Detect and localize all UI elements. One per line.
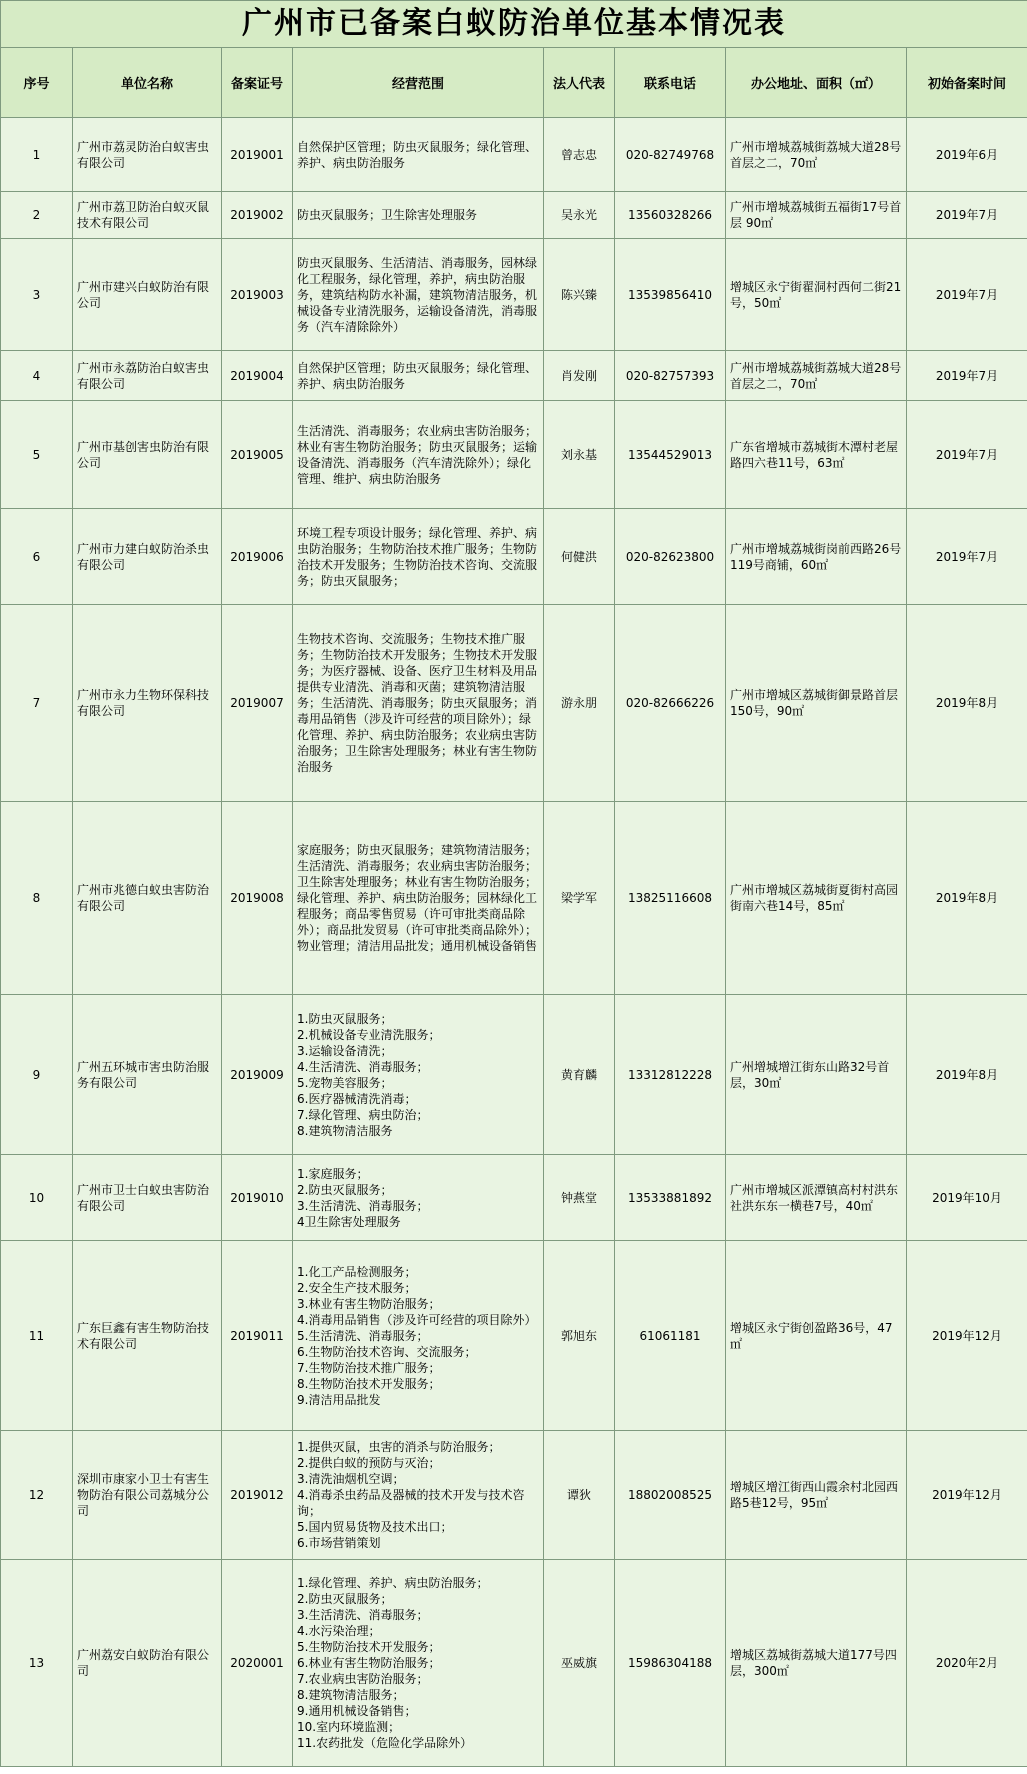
row-cert: 2019011 [222, 1241, 293, 1431]
row-name: 广州市兆德白蚁虫害防治有限公司 [73, 802, 222, 995]
row-no: 4 [1, 351, 73, 401]
row-phone: 020-82666226 [615, 605, 726, 802]
row-phone: 13533881892 [615, 1155, 726, 1241]
row-no: 7 [1, 605, 73, 802]
header-scope: 经营范围 [293, 48, 544, 118]
row-cert: 2019004 [222, 351, 293, 401]
row-scope: 生物技术咨询、交流服务；生物技术推广服务；生物防治技术开发服务；生物技术开发服务；为医疗器械、设备、医疗卫生材料及用品提供专业清洗、消毒和灭菌；建筑物清洁服务；生活清洗、消毒服务；防虫灭鼠服务；消毒用品销售（涉及许可经营的项目除外）；绿化管理、养护、病虫防治服务；农业病虫害防治服务；卫生除害处理服务；林业有害生物防治服务 [293, 605, 544, 802]
table-row [1, 1241, 1027, 1431]
row-date: 2019年7月 [907, 351, 1027, 401]
row-no: 9 [1, 995, 73, 1155]
row-date: 2020年2月 [907, 1560, 1027, 1767]
table-row [1, 192, 1027, 239]
row-no: 12 [1, 1431, 73, 1560]
row-no: 13 [1, 1560, 73, 1767]
row-rep: 刘永基 [544, 401, 615, 509]
row-cert: 2019009 [222, 995, 293, 1155]
row-date: 2019年10月 [907, 1155, 1027, 1241]
table-row [1, 802, 1027, 995]
row-scope: 防虫灭鼠服务、生活清洁、消毒服务，园林绿化工程服务，绿化管理，养护，病虫防治服务，建筑结构防水补漏，建筑物清洁服务，机械设备专业清洗服务，运输设备清洗，消毒服务（汽车清除除外） [293, 239, 544, 351]
header-name: 单位名称 [73, 48, 222, 118]
row-address: 广州市增城荔城街岗前西路26号119号商铺，60㎡ [726, 509, 907, 605]
table-row [1, 605, 1027, 802]
row-cert: 2019007 [222, 605, 293, 802]
row-date: 2019年7月 [907, 509, 1027, 605]
row-scope: 1.防虫灭鼠服务； 2.机械设备专业清洗服务； 3.运输设备清洗； 4.生活清洗、消毒服务； 5.宠物美容服务； 6.医疗器械清洗消毒； 7.绿化管理、病虫防治； 8.建筑物清洁服务 [293, 995, 544, 1155]
row-cert: 2019006 [222, 509, 293, 605]
row-scope: 自然保护区管理；防虫灭鼠服务；绿化管理、养护、病虫防治服务 [293, 118, 544, 192]
row-date: 2019年7月 [907, 401, 1027, 509]
row-rep: 游永朋 [544, 605, 615, 802]
row-scope: 1.化工产品检测服务； 2.安全生产技术服务； 3.林业有害生物防治服务； 4.消毒用品销售（涉及许可经营的项目除外） 5.生活清洗、消毒服务； 6.生物防治技术咨询、交流服务； 7.生物防治技术推广服务； 8.生物防治技术开发服务； 9.清洁用品批发 [293, 1241, 544, 1431]
row-rep: 吴永光 [544, 192, 615, 239]
row-phone: 020-82623800 [615, 509, 726, 605]
row-date: 2019年7月 [907, 239, 1027, 351]
row-address: 广州市增城区荔城街御景路首层150号，90㎡ [726, 605, 907, 802]
row-address: 广州市增城荔城街荔城大道28号首层之二，70㎡ [726, 118, 907, 192]
row-name: 广州五环城市害虫防治服务有限公司 [73, 995, 222, 1155]
row-rep: 何健洪 [544, 509, 615, 605]
row-no: 11 [1, 1241, 73, 1431]
row-phone: 13539856410 [615, 239, 726, 351]
row-cert: 2019012 [222, 1431, 293, 1560]
row-date: 2019年6月 [907, 118, 1027, 192]
table-row [1, 351, 1027, 401]
row-name: 广东巨鑫有害生物防治技术有限公司 [73, 1241, 222, 1431]
row-no: 3 [1, 239, 73, 351]
header-rep: 法人代表 [544, 48, 615, 118]
row-cert: 2020001 [222, 1560, 293, 1767]
row-date: 2019年12月 [907, 1241, 1027, 1431]
row-scope: 环境工程专项设计服务；绿化管理、养护、病虫防治服务；生物防治技术推广服务；生物防治技术开发服务；生物防治技术咨询、交流服务；防虫灭鼠服务； [293, 509, 544, 605]
row-no: 8 [1, 802, 73, 995]
row-name: 广州市力建白蚁防治杀虫有限公司 [73, 509, 222, 605]
table-row [1, 509, 1027, 605]
row-cert: 2019005 [222, 401, 293, 509]
row-phone: 13825116608 [615, 802, 726, 995]
row-name: 广州荔安白蚁防治有限公司 [73, 1560, 222, 1767]
row-address: 广州市增城区派潭镇高村村洪东社洪东东一横巷7号，40㎡ [726, 1155, 907, 1241]
row-phone: 13312812228 [615, 995, 726, 1155]
row-name: 广州市卫士白蚁虫害防治有限公司 [73, 1155, 222, 1241]
row-address: 广州增城增江街东山路32号首层，30㎡ [726, 995, 907, 1155]
row-no: 1 [1, 118, 73, 192]
row-name: 广州市永荔防治白蚁害虫有限公司 [73, 351, 222, 401]
row-date: 2019年7月 [907, 192, 1027, 239]
table-row [1, 1155, 1027, 1241]
table-row [1, 401, 1027, 509]
row-cert: 2019003 [222, 239, 293, 351]
table-row [1, 118, 1027, 192]
row-scope: 生活清洗、消毒服务；农业病虫害防治服务；林业有害生物防治服务；防虫灭鼠服务；运输设备清洗、消毒服务（汽车清洗除外）；绿化管理、维护、病虫防治服务 [293, 401, 544, 509]
header-no: 序号 [1, 48, 73, 118]
row-rep: 黄育麟 [544, 995, 615, 1155]
table-row [1, 1431, 1027, 1560]
row-address: 增城区永宁街创盈路36号，47㎡ [726, 1241, 907, 1431]
row-scope: 家庭服务；防虫灭鼠服务；建筑物清洁服务；生活清洗、消毒服务；农业病虫害防治服务；卫生除害处理服务；林业有害生物防治服务；绿化管理、养护、病虫防治服务；园林绿化工程服务；商品零售贸易（许可审批类商品除外）；商品批发贸易（许可审批类商品除外）；物业管理；清洁用品批发；通用机械设备销售 [293, 802, 544, 995]
row-cert: 2019002 [222, 192, 293, 239]
row-scope: 自然保护区管理；防虫灭鼠服务；绿化管理、养护、病虫防治服务 [293, 351, 544, 401]
row-date: 2019年8月 [907, 995, 1027, 1155]
row-date: 2019年12月 [907, 1431, 1027, 1560]
table-row [1, 239, 1027, 351]
row-rep: 谭狄 [544, 1431, 615, 1560]
row-name: 广州市荔卫防治白蚁灭鼠技术有限公司 [73, 192, 222, 239]
row-phone: 18802008525 [615, 1431, 726, 1560]
row-scope: 1.提供灭鼠，虫害的消杀与防治服务； 2.提供白蚁的预防与灭治； 3.清洗油烟机空调； 4.消毒杀虫药品及器械的技术开发与技术咨询； 5.国内贸易货物及技术出口； 6.市场营销策划 [293, 1431, 544, 1560]
row-scope: 防虫灭鼠服务；卫生除害处理服务 [293, 192, 544, 239]
header-date: 初始备案时间 [907, 48, 1027, 118]
table-row [1, 1560, 1027, 1767]
row-phone: 020-82749768 [615, 118, 726, 192]
header-cert: 备案证号 [222, 48, 293, 118]
row-rep: 梁学军 [544, 802, 615, 995]
row-phone: 020-82757393 [615, 351, 726, 401]
row-name: 深圳市康家小卫士有害生物防治有限公司荔城分公司 [73, 1431, 222, 1560]
table-row [1, 995, 1027, 1155]
row-phone: 61061181 [615, 1241, 726, 1431]
header-row [1, 48, 1027, 118]
row-rep: 陈兴臻 [544, 239, 615, 351]
header-phone: 联系电话 [615, 48, 726, 118]
row-address: 增城区荔城街荔城大道177号四层，300㎡ [726, 1560, 907, 1767]
row-rep: 肖发刚 [544, 351, 615, 401]
row-rep: 郭旭东 [544, 1241, 615, 1431]
row-cert: 2019001 [222, 118, 293, 192]
row-rep: 巫威旗 [544, 1560, 615, 1767]
row-scope: 1.绿化管理、养护、病虫防治服务； 2.防虫灭鼠服务； 3.生活清洗、消毒服务； 4.水污染治理； 5.生物防治技术开发服务； 6.林业有害生物防治服务； 7.农业病虫害防治服务； 8.建筑物清洁服务； 9.通用机械设备销售； 10.室内环境监测； 11.农药批发（危险化学品除外） [293, 1560, 544, 1767]
row-no: 5 [1, 401, 73, 509]
table-title: 广州市已备案白蚁防治单位基本情况表 [1, 1, 1027, 48]
header-address: 办公地址、面积（㎡） [726, 48, 907, 118]
row-address: 增城区永宁街翟洞村西何二街21号，50㎡ [726, 239, 907, 351]
row-date: 2019年8月 [907, 802, 1027, 995]
row-address: 广州市增城荔城街荔城大道28号首层之二，70㎡ [726, 351, 907, 401]
row-no: 10 [1, 1155, 73, 1241]
row-address: 广东省增城市荔城街木潭村老屋路四六巷11号，63㎡ [726, 401, 907, 509]
row-cert: 2019010 [222, 1155, 293, 1241]
row-address: 增城区增江街西山霞余村北园西路5巷12号，95㎡ [726, 1431, 907, 1560]
row-rep: 曾志忠 [544, 118, 615, 192]
row-cert: 2019008 [222, 802, 293, 995]
row-address: 广州市增城荔城街五福街17号首层 90㎡ [726, 192, 907, 239]
row-no: 2 [1, 192, 73, 239]
row-phone: 15986304188 [615, 1560, 726, 1767]
row-name: 广州市荔灵防治白蚁害虫有限公司 [73, 118, 222, 192]
row-scope: 1.家庭服务； 2.防虫灭鼠服务； 3.生活清洗、消毒服务； 4卫生除害处理服务 [293, 1155, 544, 1241]
row-phone: 13544529013 [615, 401, 726, 509]
row-date: 2019年8月 [907, 605, 1027, 802]
row-rep: 钟燕堂 [544, 1155, 615, 1241]
row-no: 6 [1, 509, 73, 605]
row-name: 广州市基创害虫防治有限公司 [73, 401, 222, 509]
row-address: 广州市增城区荔城街夏街村高园街南六巷14号，85㎡ [726, 802, 907, 995]
row-name: 广州市永力生物环保科技有限公司 [73, 605, 222, 802]
row-phone: 13560328266 [615, 192, 726, 239]
row-name: 广州市建兴白蚁防治有限公司 [73, 239, 222, 351]
